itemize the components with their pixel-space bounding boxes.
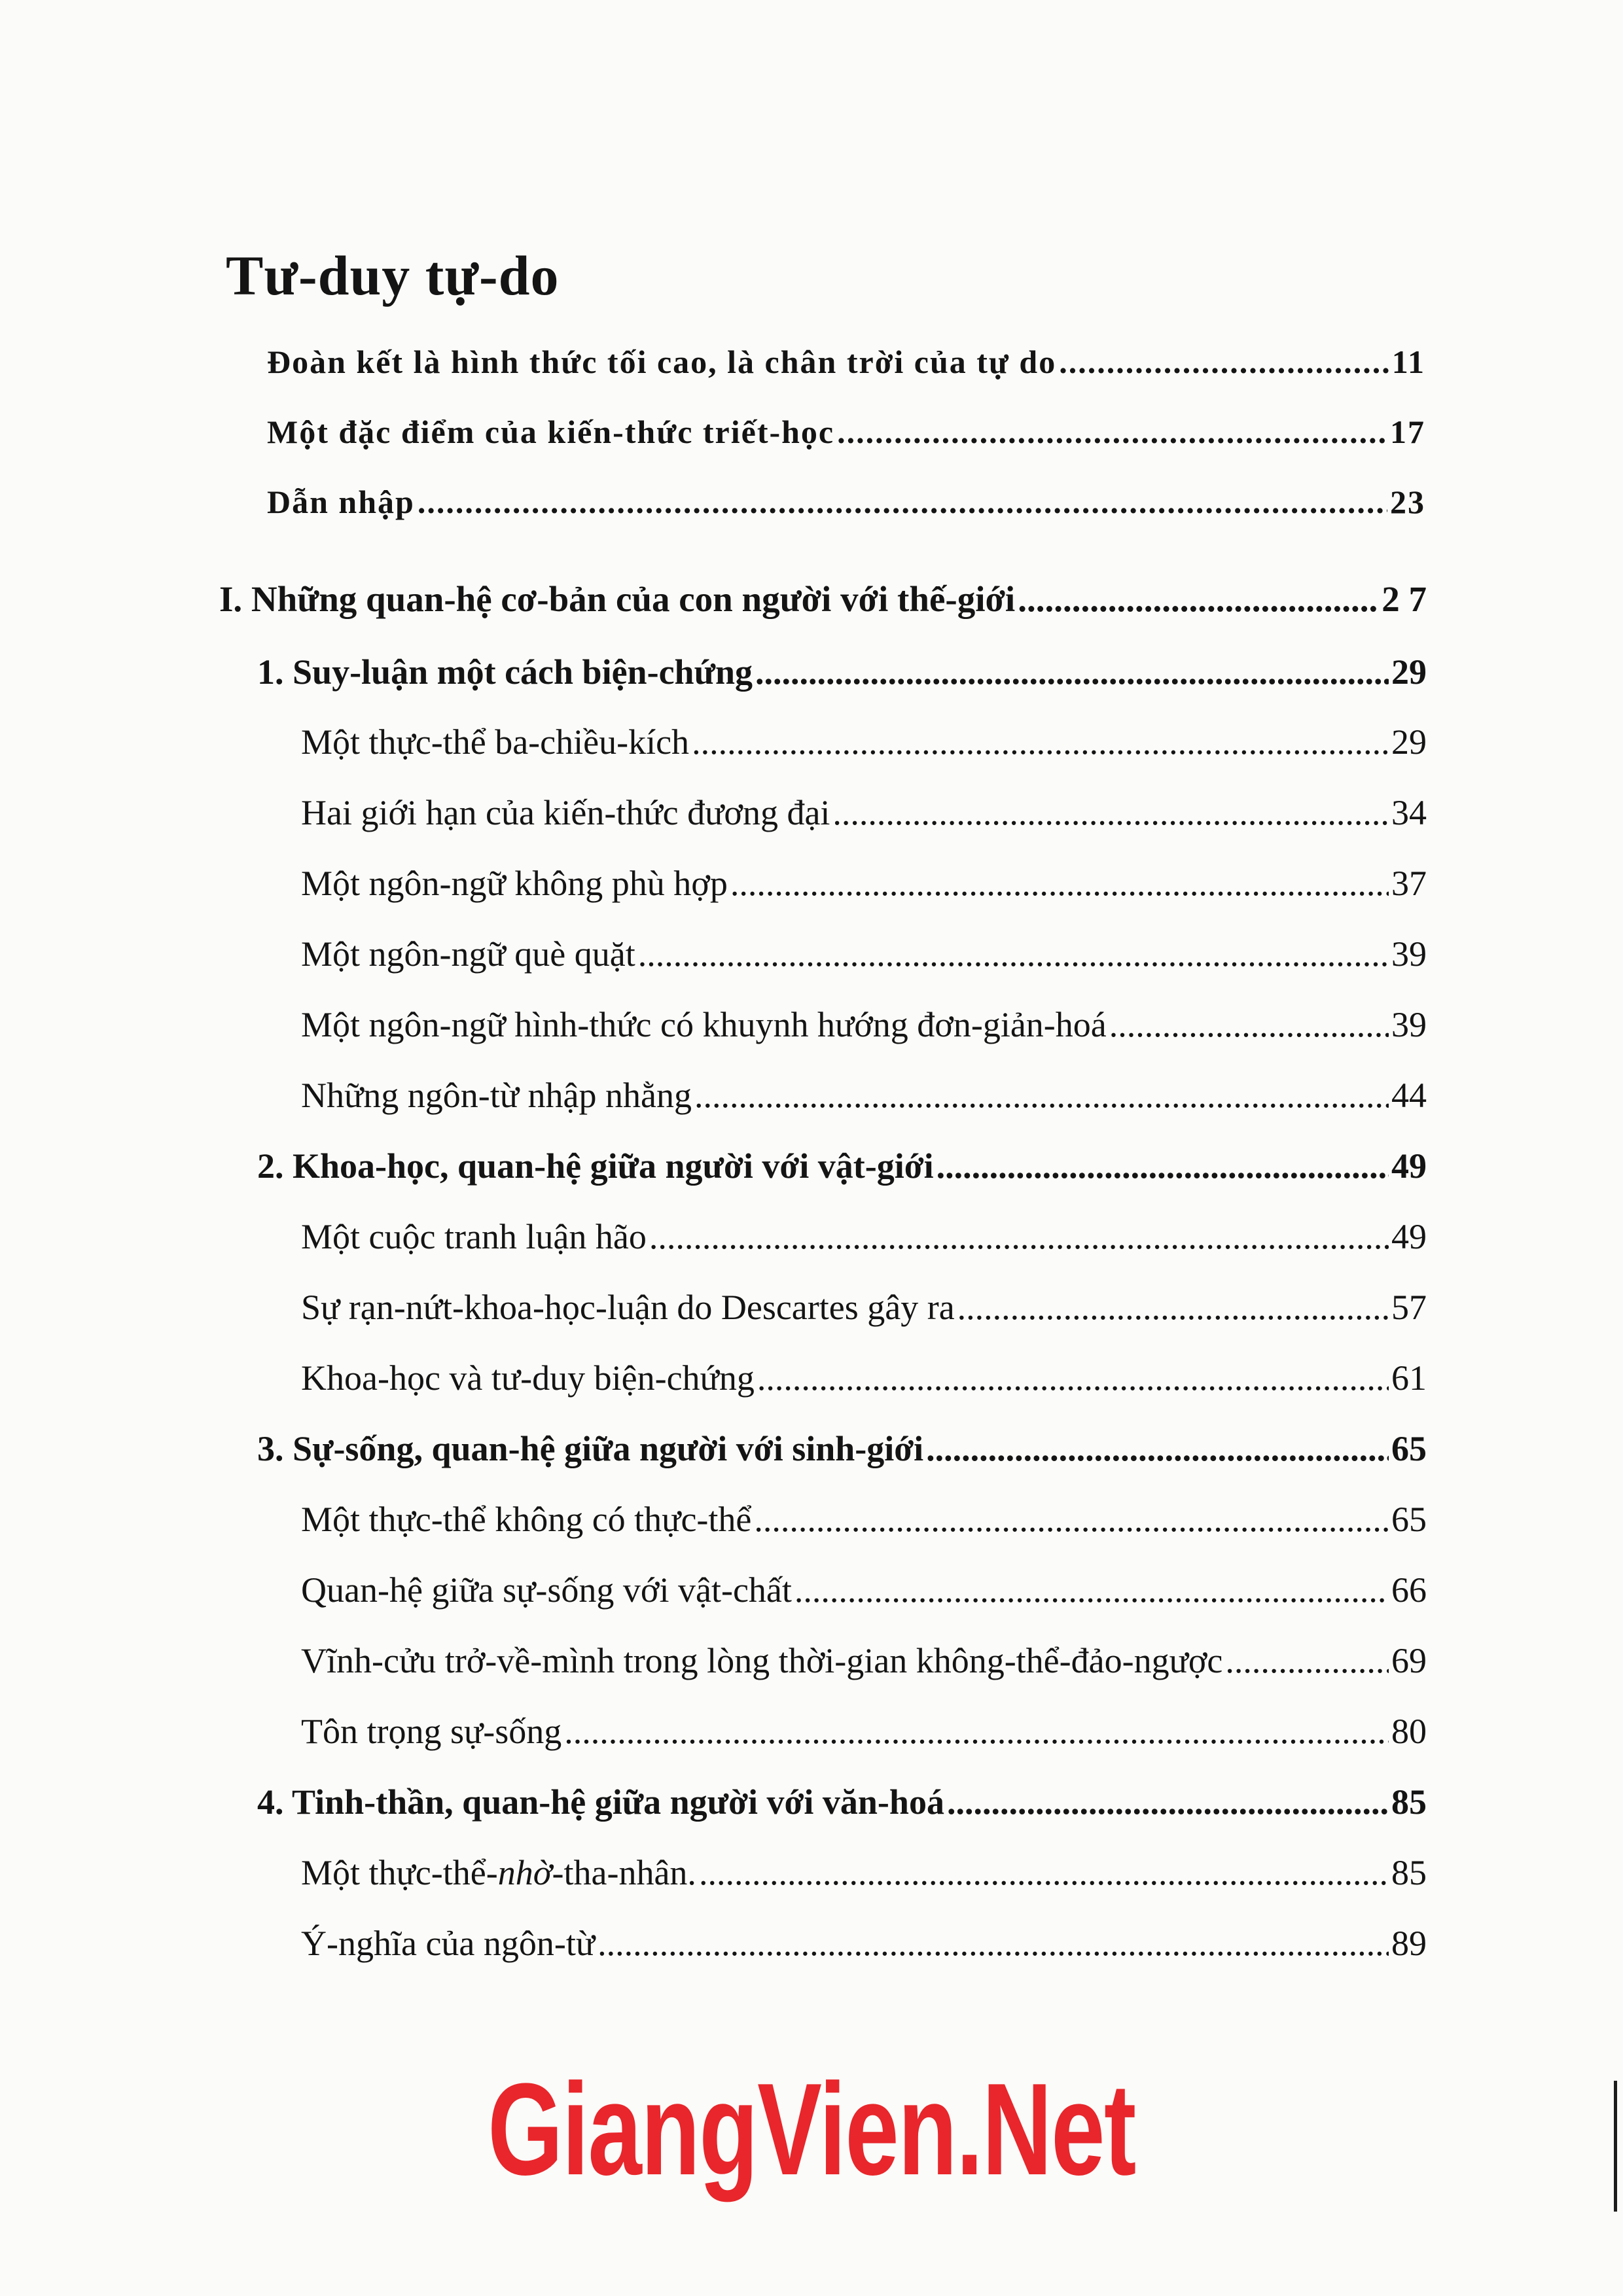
toc-section[interactable] [301, 1643, 1427, 1678]
toc-page-number: 57 [1391, 1288, 1427, 1327]
toc-chapter-3[interactable] [257, 1431, 1427, 1466]
toc-section[interactable] [301, 1078, 1427, 1113]
toc-entry-label: Một cuộc tranh luận hão [301, 1217, 647, 1256]
toc-section[interactable] [301, 1926, 1427, 1961]
toc-entry-label: 4. Tinh-thần, quan-hệ giữa người với văn-hoá [257, 1782, 944, 1822]
toc-entry-label: Một ngôn-ngữ hình-thức có khuynh hướng đơn-giản-hoá [301, 1005, 1107, 1044]
toc-entry-label: Vĩnh-cửu trở-về-mình trong lòng thời-gian không-thể-đảo-ngược [301, 1641, 1223, 1680]
toc-section[interactable] [301, 795, 1427, 830]
toc-page-number: 11 [1391, 344, 1425, 380]
toc-entry-label: Một ngôn-ngữ không phù hợp [301, 864, 728, 903]
toc-page-number: 85 [1391, 1782, 1427, 1822]
toc-entry-label: Khoa-học và tư-duy biện-chứng [301, 1358, 755, 1398]
toc-section[interactable] [301, 1360, 1427, 1396]
toc-section[interactable] [301, 866, 1427, 901]
toc-section[interactable] [301, 1572, 1427, 1608]
toc-page-number: 69 [1391, 1641, 1427, 1680]
dot-leader [936, 1148, 1389, 1184]
toc-section[interactable] [301, 1855, 1427, 1890]
toc-page-number: 39 [1391, 934, 1427, 974]
toc-section[interactable] [301, 1290, 1427, 1325]
toc-entry-label: Quan-hệ giữa sự-sống với vật-chất [301, 1570, 792, 1610]
toc-entry-label: Sự rạn-nứt-khoa-học-luận do Descartes gây ra [301, 1288, 955, 1327]
dot-leader [1059, 345, 1389, 378]
toc-entry-label: I. Những quan-hệ cơ-bản của con người với thế-giới [219, 579, 1016, 619]
toc-page-number: 65 [1391, 1429, 1427, 1468]
toc-section[interactable] [301, 724, 1427, 760]
toc-page-number: 65 [1391, 1500, 1427, 1539]
dot-leader [832, 795, 1389, 830]
scan-edge-line [1614, 2081, 1617, 2212]
dot-leader [754, 1502, 1389, 1537]
toc-entry-label: Ý-nghĩa của ngôn-từ [301, 1924, 596, 1963]
dot-leader [418, 486, 1387, 518]
toc-entry-label-part: -tha-nhân. [552, 1853, 696, 1892]
dot-leader [926, 1431, 1389, 1466]
dot-leader [699, 1855, 1389, 1890]
toc-entry-label-italic: nhờ [497, 1853, 552, 1892]
dot-leader [755, 654, 1389, 690]
toc-page-number: 66 [1391, 1570, 1427, 1610]
toc-chapter-2[interactable] [257, 1148, 1427, 1184]
toc-page-number: 37 [1391, 864, 1427, 903]
dot-leader [1225, 1643, 1389, 1678]
dot-leader [757, 1360, 1389, 1396]
toc-entry-label: Dẫn nhập [267, 484, 415, 520]
toc-page-number: 29 [1391, 652, 1427, 692]
toc-page-number: 49 [1391, 1217, 1427, 1256]
dot-leader [692, 724, 1389, 760]
toc-entry-label: Một đặc điểm của kiến-thức triết-học [267, 414, 835, 450]
toc-page-number: 17 [1390, 414, 1425, 450]
toc-page-number: 2 7 [1382, 579, 1427, 619]
dot-leader [957, 1290, 1389, 1325]
toc-section[interactable] [301, 1502, 1427, 1537]
dot-leader [694, 1078, 1389, 1113]
toc-entry-label: Đoàn kết là hình thức tối cao, là chân trời của tự do [267, 344, 1057, 380]
toc-chapter-4[interactable] [257, 1784, 1427, 1820]
toc-section[interactable] [301, 1714, 1427, 1749]
dot-leader [837, 415, 1387, 448]
toc-page-number: 85 [1391, 1853, 1427, 1892]
toc-entry-label: Tôn trọng sự-sống [301, 1712, 562, 1751]
dot-leader [597, 1926, 1389, 1961]
toc-page-number: 49 [1391, 1146, 1427, 1186]
toc-entry-dan-nhap[interactable] [267, 486, 1425, 518]
toc-page-number: 23 [1390, 484, 1425, 520]
toc-page-number: 80 [1391, 1712, 1427, 1751]
toc-part-1[interactable] [219, 581, 1427, 617]
toc-entry-doan-ket[interactable] [267, 345, 1425, 378]
toc-section[interactable] [301, 1219, 1427, 1254]
toc-section[interactable] [301, 936, 1427, 972]
toc-page-number: 44 [1391, 1076, 1427, 1115]
toc-entry-label: Một thực-thể không có thực-thể [301, 1500, 752, 1539]
watermark: GiangVien.Net [488, 2057, 1135, 2202]
toc-entry-label: Những ngôn-từ nhập nhằng [301, 1076, 692, 1115]
toc-entry-label: 3. Sự-sống, quan-hệ giữa người với sinh-giới [257, 1429, 924, 1468]
toc-page-number: 39 [1391, 1005, 1427, 1044]
page-title: Tư-duy tự-do [226, 244, 560, 307]
dot-leader [1109, 1007, 1389, 1042]
dot-leader [947, 1784, 1389, 1820]
toc-entry-label: Một ngôn-ngữ què quặt [301, 934, 635, 974]
dot-leader [649, 1219, 1389, 1254]
toc-entry-label: 1. Suy-luận một cách biện-chứng [257, 652, 753, 692]
toc-entry-label: Một thực-thể ba-chiều-kích [301, 722, 690, 762]
dot-leader [730, 866, 1389, 901]
toc-page-number: 34 [1391, 793, 1427, 832]
toc-entry-label [301, 1855, 696, 1890]
dot-leader [564, 1714, 1389, 1749]
toc-page-number: 29 [1391, 722, 1427, 762]
dot-leader [638, 936, 1389, 972]
toc-section[interactable] [301, 1007, 1427, 1042]
toc-chapter-1[interactable] [257, 654, 1427, 690]
toc-page-number: 61 [1391, 1358, 1427, 1398]
dot-leader [794, 1572, 1389, 1608]
dot-leader [1018, 581, 1379, 617]
toc-entry-label: Hai giới hạn của kiến-thức đương đại [301, 793, 830, 832]
toc-entry-dac-diem[interactable] [267, 415, 1425, 448]
toc-page-number: 89 [1391, 1924, 1427, 1963]
toc-entry-label-part: Một thực-thể- [301, 1853, 498, 1892]
toc-entry-label: 2. Khoa-học, quan-hệ giữa người với vật-giới [257, 1146, 934, 1186]
